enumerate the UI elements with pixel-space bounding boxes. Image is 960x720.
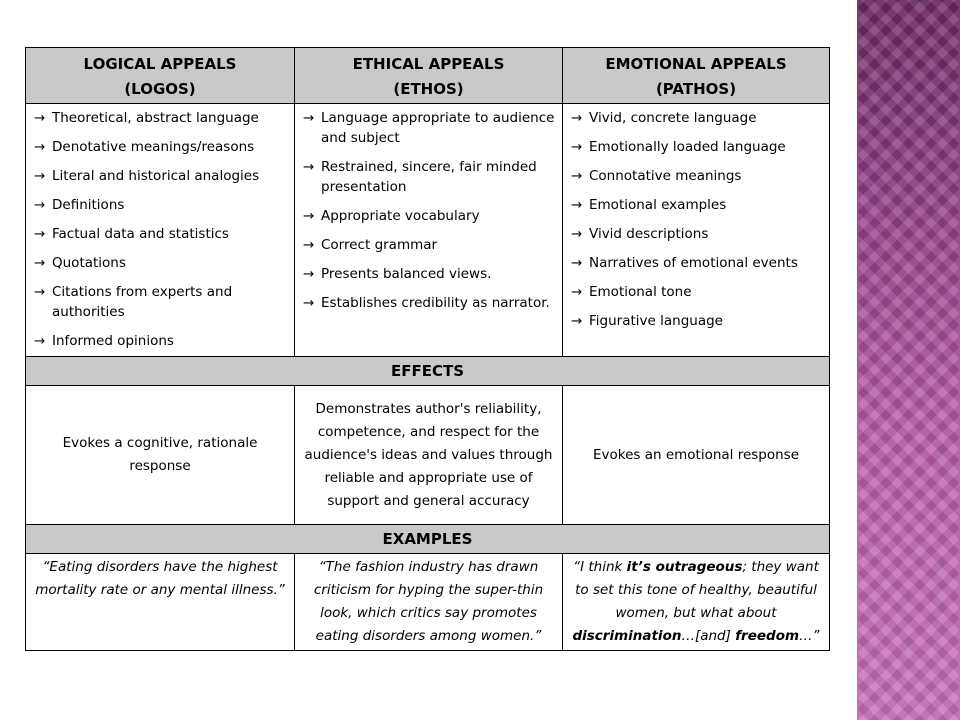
ethos-item-text: Establishes credibility as narrator. [321, 295, 550, 311]
pathos-item [571, 195, 825, 215]
arrow-icon: → [571, 226, 583, 242]
arrow-icon: → [571, 255, 583, 271]
arrow-icon: → [34, 255, 46, 271]
effect-pathos: Evokes an emotional response [563, 386, 830, 525]
examples-band-row [26, 525, 830, 554]
examples-row [26, 554, 830, 651]
pathos-item [571, 311, 825, 331]
arrow-icon: → [34, 139, 46, 155]
ethos-item [303, 206, 558, 226]
arrow-icon: → [303, 266, 315, 282]
example-pathos-emphasis-3: freedom [735, 628, 800, 644]
logos-item [34, 195, 290, 215]
example-pathos-text-4: …” [799, 628, 820, 644]
header-ethos [295, 48, 563, 104]
pathos-item [571, 224, 825, 244]
effect-logos: Evokes a cognitive, rationale response [26, 386, 295, 525]
logos-item-text: Denotative meanings/reasons [52, 139, 255, 155]
arrow-icon: → [34, 284, 46, 300]
logos-item-text: Definitions [52, 197, 125, 213]
logos-item-text: Theoretical, abstract language [52, 110, 259, 126]
example-pathos-emphasis-2: discrimination [572, 628, 682, 644]
pathos-item-text: Vivid, concrete language [589, 110, 757, 126]
ethos-item-text: Restrained, sincere, fair minded presentation [321, 159, 537, 195]
header-pathos-subtitle: (PATHOS) [655, 80, 737, 98]
decorative-side-band [857, 0, 960, 720]
ethos-cell [295, 104, 563, 357]
effects-band-row [26, 357, 830, 386]
techniques-row [26, 104, 830, 357]
pathos-cell [563, 104, 830, 357]
logos-cell [26, 104, 295, 357]
pathos-item-text: Emotionally loaded language [589, 139, 786, 155]
arrow-icon: → [571, 197, 583, 213]
arrow-icon: → [303, 237, 315, 253]
pathos-item-text: Connotative meanings [589, 168, 742, 184]
logos-item [34, 166, 290, 186]
logos-item [34, 253, 290, 273]
logos-item [34, 282, 290, 322]
arrow-icon: → [34, 226, 46, 242]
ethos-item [303, 235, 558, 255]
rhetorical-appeals-table [25, 47, 830, 651]
pathos-item-text: Emotional examples [589, 197, 727, 213]
header-logos-subtitle: (LOGOS) [124, 80, 196, 98]
pathos-item [571, 253, 825, 273]
example-logos: “Eating disorders have the highest mortality rate or any mental illness.” [26, 554, 295, 651]
arrow-icon: → [303, 295, 315, 311]
ethos-item-text: Appropriate vocabulary [321, 208, 480, 224]
ethos-item [303, 157, 558, 197]
ethos-item [303, 264, 558, 284]
logos-item-text: Informed opinions [52, 333, 174, 349]
pathos-item-text: Narratives of emotional events [589, 255, 798, 271]
arrow-icon: → [303, 159, 315, 175]
pathos-item [571, 137, 825, 157]
effects-row [26, 386, 830, 525]
arrow-icon: → [571, 139, 583, 155]
pathos-item-text: Emotional tone [589, 284, 692, 300]
arrow-icon: → [571, 313, 583, 329]
pathos-item [571, 282, 825, 302]
pathos-item [571, 108, 825, 128]
example-pathos-text-1: “I think [573, 559, 627, 575]
arrow-icon: → [34, 110, 46, 126]
logos-item-text: Literal and historical analogies [52, 168, 260, 184]
pathos-item [571, 166, 825, 186]
arrow-icon: → [34, 168, 46, 184]
logos-item-text: Citations from experts and authorities [52, 284, 233, 320]
pathos-list [563, 104, 829, 335]
arrow-icon: → [571, 284, 583, 300]
ethos-item-text: Presents balanced views. [321, 266, 492, 282]
arrow-icon: → [34, 197, 46, 213]
header-pathos [563, 48, 830, 104]
header-ethos-title: ETHICAL APPEALS [352, 55, 505, 73]
logos-item [34, 331, 290, 351]
logos-item-text: Factual data and statistics [52, 226, 229, 242]
examples-heading: EXAMPLES [26, 525, 830, 554]
example-pathos-text-2: ; they want to set this tone of healthy, beautiful women, but what about [575, 559, 819, 621]
header-pathos-title: EMOTIONAL APPEALS [605, 55, 787, 73]
logos-item [34, 137, 290, 157]
header-row [26, 48, 830, 104]
ethos-item [303, 293, 558, 313]
header-logos [26, 48, 295, 104]
ethos-list [295, 104, 562, 317]
arrow-icon: → [34, 333, 46, 349]
arrow-icon: → [303, 110, 315, 126]
pathos-item-text: Figurative language [589, 313, 723, 329]
effect-ethos: Demonstrates author's reliability, competence, and respect for the audience's ideas and values through reliable and appropriate use of support and general accuracy [295, 386, 563, 525]
logos-item [34, 108, 290, 128]
arrow-icon: → [571, 168, 583, 184]
effects-heading: EFFECTS [26, 357, 830, 386]
pathos-item-text: Vivid descriptions [589, 226, 709, 242]
example-pathos-emphasis-1: it’s outrageous [626, 559, 743, 575]
logos-list [26, 104, 294, 355]
arrow-icon: → [303, 208, 315, 224]
header-ethos-subtitle: (ETHOS) [393, 80, 464, 98]
header-logos-title: LOGICAL APPEALS [83, 55, 237, 73]
ethos-item-text: Correct grammar [321, 237, 438, 253]
logos-item [34, 224, 290, 244]
example-pathos [563, 554, 830, 651]
example-ethos: “The fashion industry has drawn criticism for hyping the super-thin look, which critics say promotes eating disorders among women.” [295, 554, 563, 651]
logos-item-text: Quotations [52, 255, 126, 271]
ethos-item [303, 108, 558, 148]
example-pathos-text-3: …[and] [681, 628, 736, 644]
arrow-icon: → [571, 110, 583, 126]
ethos-item-text: Language appropriate to audience and subject [321, 110, 555, 146]
